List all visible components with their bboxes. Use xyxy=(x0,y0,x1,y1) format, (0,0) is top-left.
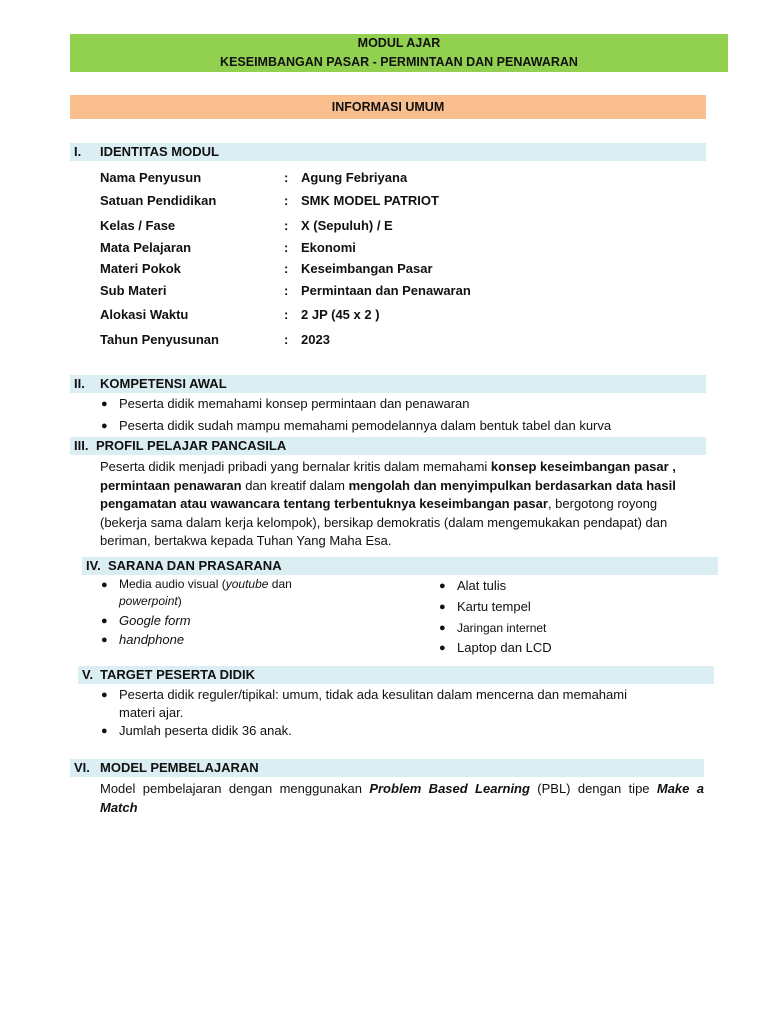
profil-text-bold: mengolah dan menyimpulkan berdasarkan data hasil xyxy=(348,477,676,493)
profil-paragraph xyxy=(100,458,730,551)
identity-value: Agung Febriyana xyxy=(301,170,408,185)
identity-row xyxy=(100,331,620,349)
section-title: TARGET PESERTA DIDIK xyxy=(100,667,256,682)
section-title: SARANA DAN PRASARANA xyxy=(108,558,282,573)
section-number: V. xyxy=(82,667,94,682)
section-number: IV. xyxy=(86,558,101,573)
identity-label: Nama Penyusun xyxy=(100,170,202,185)
section-kompetensi xyxy=(70,375,706,393)
list-item-text: Peserta didik memahami konsep permintaan dan penawaran xyxy=(119,396,470,411)
bullet-icon: ● xyxy=(101,398,108,410)
section-title: MODEL PEMBELAJARAN xyxy=(100,760,259,775)
identity-row xyxy=(100,169,620,187)
identity-colon: : xyxy=(284,307,289,322)
list-item xyxy=(101,686,699,722)
profil-text: Peserta didik menjadi pribadi yang bernalar kritis dalam memahami xyxy=(100,459,491,474)
identity-colon: : xyxy=(284,193,289,208)
identity-label: Satuan Pendidikan xyxy=(100,193,217,208)
list-item xyxy=(101,631,341,649)
identity-row xyxy=(100,239,620,257)
bullet-icon: ● xyxy=(439,642,446,654)
list-item-text: Jumlah peserta didik 36 anak. xyxy=(119,723,292,738)
module-title: MODUL AJAR xyxy=(357,36,441,50)
list-item-text-part: materi ajar. xyxy=(119,705,184,720)
bullet-icon: ● xyxy=(439,580,446,592)
identity-value: X (Sepuluh) / E xyxy=(301,218,393,233)
bullet-icon: ● xyxy=(439,601,446,613)
identity-value: Ekonomi xyxy=(301,240,356,255)
bullet-icon: ● xyxy=(101,634,108,646)
identity-value: SMK MODEL PATRIOT xyxy=(301,193,439,208)
model-text: (PBL) dengan tipe xyxy=(529,781,657,796)
identity-label: Tahun Penyusunan xyxy=(100,332,219,347)
list-item-text-part: Peserta didik reguler/tipikal: umum, tidak ada kesulitan dalam mencerna dan memahami xyxy=(119,687,627,702)
section-title: IDENTITAS MODUL xyxy=(100,144,219,159)
bullet-icon: ● xyxy=(439,622,446,634)
identity-label: Alokasi Waktu xyxy=(100,307,189,322)
identity-label: Mata Pelajaran xyxy=(100,240,192,255)
identity-colon: : xyxy=(284,261,289,276)
model-text-bold-italic: Make a xyxy=(656,781,704,796)
list-item-text: handphone xyxy=(119,632,185,647)
list-item-text: Laptop dan LCD xyxy=(457,640,552,655)
profil-text: dan kreatif dalam xyxy=(241,477,349,493)
identity-row xyxy=(100,192,620,210)
list-item xyxy=(101,417,701,435)
profil-text-bold: pengamatan atau wawancara tentang terbentuknya keseimbangan pasar xyxy=(100,496,548,511)
list-item xyxy=(439,639,699,657)
list-item-text-italic: youtube xyxy=(225,577,269,591)
identity-colon: : xyxy=(284,170,289,185)
identity-colon: : xyxy=(284,332,289,347)
list-item xyxy=(101,722,699,740)
list-item-text: Kartu tempel xyxy=(457,599,531,614)
section-number: III. xyxy=(74,438,89,453)
identity-row xyxy=(100,217,620,235)
title-band xyxy=(70,34,728,72)
bullet-icon: ● xyxy=(101,579,108,591)
list-item-text-part: dan xyxy=(268,577,292,591)
identity-value: 2 JP (45 x 2 ) xyxy=(301,307,380,322)
list-item xyxy=(101,612,341,630)
list-item xyxy=(101,576,341,612)
section-title: PROFIL PELAJAR PANCASILA xyxy=(96,438,287,453)
list-item-text xyxy=(119,576,292,610)
identity-row xyxy=(100,260,620,278)
list-item-text-italic: powerpoint xyxy=(119,594,178,608)
identity-value: 2023 xyxy=(301,332,330,347)
section-profil xyxy=(70,437,706,455)
info-umum-heading: INFORMASI UMUM xyxy=(70,95,706,119)
identity-label: Materi Pokok xyxy=(100,261,181,276)
list-item xyxy=(101,395,701,413)
identity-value: Permintaan dan Penawaran xyxy=(301,283,471,298)
identity-label: Sub Materi xyxy=(100,283,167,298)
list-item-text: Alat tulis xyxy=(457,578,507,593)
module-subtitle: KESEIMBANGAN PASAR - PERMINTAAN DAN PENAWARAN xyxy=(220,55,578,69)
profil-text: beriman, bertakwa kepada Tuhan Yang Maha Esa. xyxy=(100,533,392,548)
section-identitas xyxy=(70,143,706,161)
list-item-text xyxy=(119,686,699,722)
bullet-icon: ● xyxy=(101,615,108,627)
identity-colon: : xyxy=(284,218,289,233)
bullet-icon: ● xyxy=(101,725,108,737)
bullet-icon: ● xyxy=(101,689,108,701)
section-number: I. xyxy=(74,144,82,159)
list-item-text-part: ) xyxy=(177,594,182,608)
section-number: VI. xyxy=(74,760,90,775)
model-text: Model pembelajaran dengan menggunakan xyxy=(100,781,370,796)
profil-text: , bergotong royong xyxy=(547,496,658,511)
identity-row xyxy=(100,306,620,324)
list-item xyxy=(439,598,699,616)
profil-text: (bekerja sama dalam kerja kelompok), bersikap demokratis (dalam mengemukakan pendapat) dan xyxy=(100,514,668,530)
bullet-icon: ● xyxy=(101,420,108,432)
section-target xyxy=(78,666,714,684)
identity-label: Kelas / Fase xyxy=(100,218,176,233)
section-title: KOMPETENSI AWAL xyxy=(100,376,227,391)
section-model xyxy=(70,759,704,777)
section-number: II. xyxy=(74,376,85,391)
identity-colon: : xyxy=(284,283,289,298)
list-item-text-part: Media audio visual ( xyxy=(119,577,226,591)
profil-text-bold: konsep keseimbangan pasar , xyxy=(490,459,676,474)
list-item xyxy=(439,619,699,637)
identity-colon: : xyxy=(284,240,289,255)
model-paragraph xyxy=(100,780,704,817)
model-text-bold-italic: Problem Based Learning xyxy=(369,781,530,796)
list-item xyxy=(439,577,699,595)
list-item-text: Google form xyxy=(119,613,191,628)
profil-text-bold: permintaan penawaran xyxy=(100,477,242,493)
identity-value: Keseimbangan Pasar xyxy=(301,261,433,276)
section-sarana xyxy=(82,557,718,575)
model-text-bold-italic: Match xyxy=(100,799,138,815)
identity-row xyxy=(100,282,620,300)
list-item-text: Peserta didik sudah mampu memahami pemodelannya dalam bentuk tabel dan kurva xyxy=(119,418,612,433)
list-item-text: Jaringan internet xyxy=(457,621,547,635)
